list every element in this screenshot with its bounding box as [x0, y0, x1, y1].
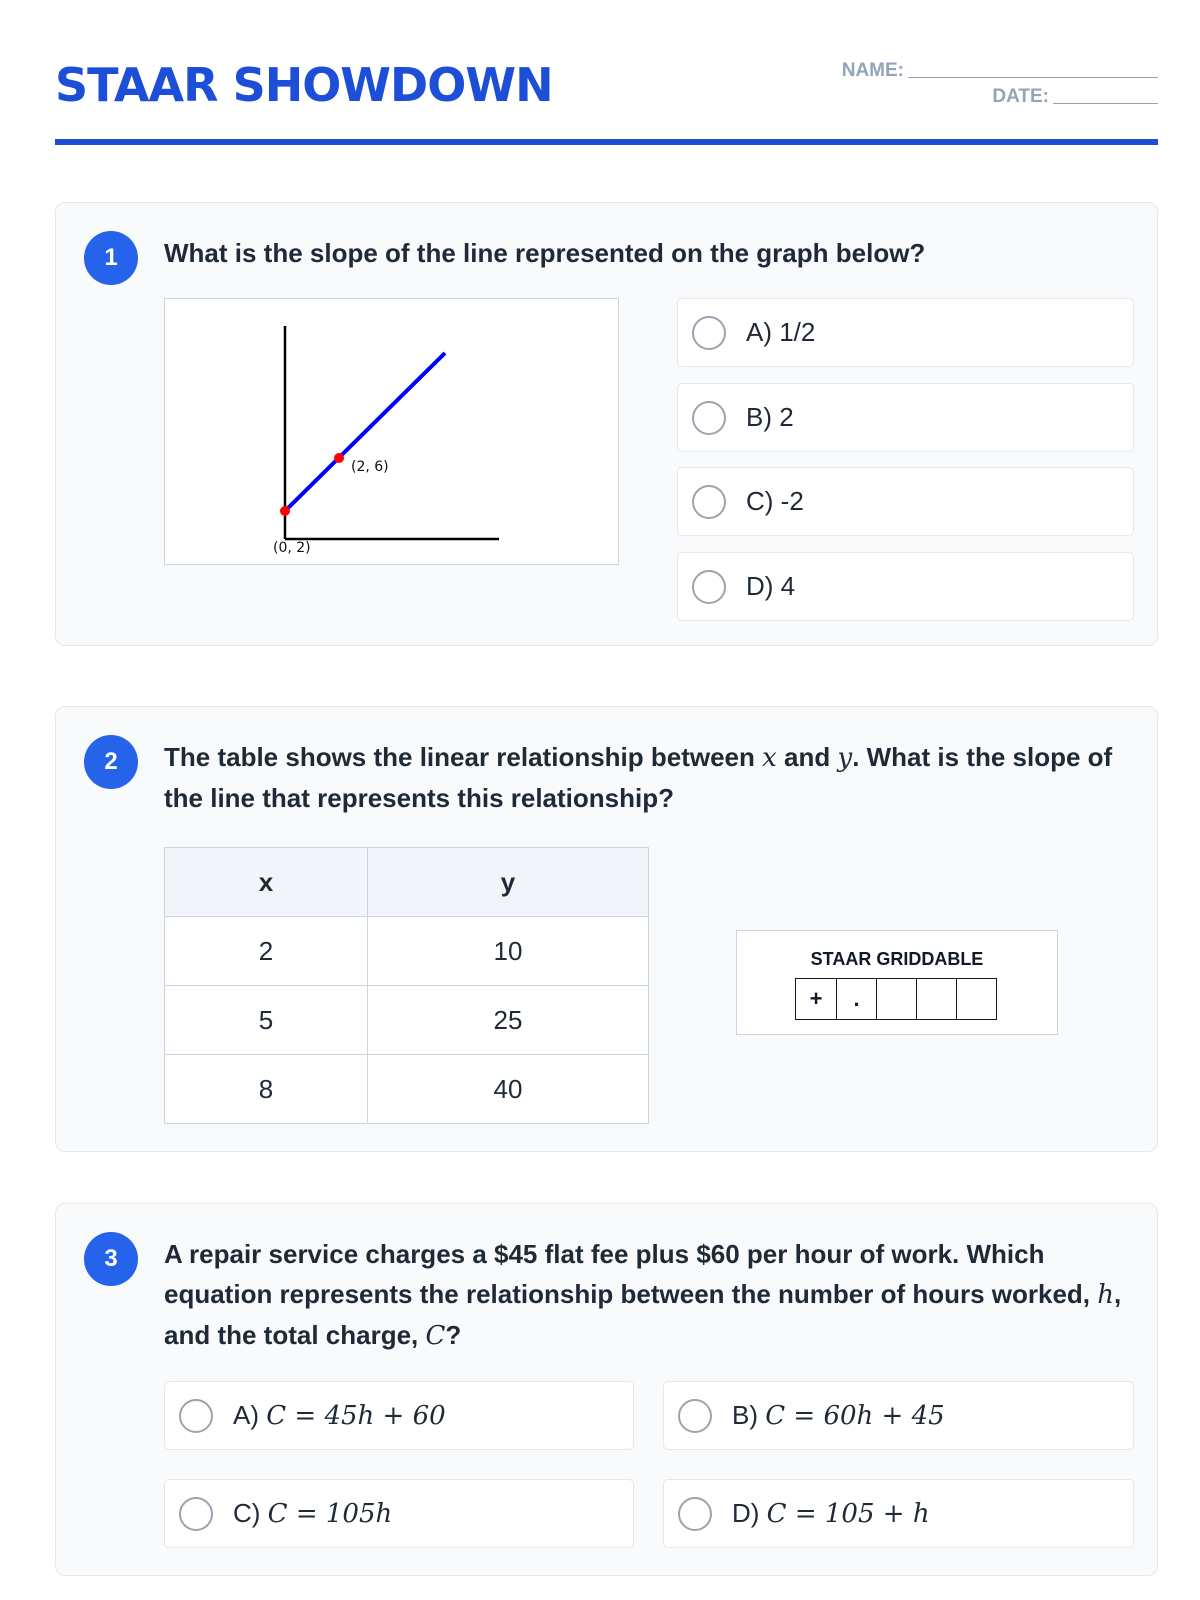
point-b-label: (2, 6) — [351, 459, 389, 475]
question-2-card — [55, 706, 1158, 1152]
question-text-part: ? — [445, 1320, 462, 1350]
q1-option-c[interactable] — [677, 467, 1134, 536]
point-b-marker — [334, 453, 344, 463]
option-equation — [765, 1401, 944, 1431]
griddable-decimal-cell[interactable]: . — [836, 979, 876, 1019]
griddable-sign-cell[interactable]: + — [809, 986, 823, 1011]
graph-line — [285, 353, 445, 511]
option-prefix: A) — [233, 1400, 267, 1430]
griddable-digit-cell[interactable] — [956, 979, 996, 1019]
radio-button[interactable] — [692, 401, 726, 435]
radio-button[interactable] — [692, 316, 726, 350]
math-variable: y — [837, 743, 853, 773]
question-number-badge: 3 — [84, 1232, 138, 1286]
header-divider — [55, 139, 1158, 145]
table-cell: 5 — [165, 986, 368, 1055]
q3-option-b[interactable] — [663, 1381, 1134, 1450]
option-label: A) 1/2 — [746, 317, 816, 347]
xy-table — [164, 847, 649, 1124]
question-text: What is the slope of the line represented on the graph below? — [164, 238, 926, 268]
math-variable: x — [762, 743, 777, 773]
name-blank[interactable] — [908, 77, 1158, 78]
equation-text: C = 45h + 60 — [266, 1401, 446, 1431]
date-blank[interactable] — [1053, 103, 1158, 104]
option-prefix: D) — [732, 1498, 767, 1528]
math-variable: h — [1097, 1280, 1115, 1310]
question-text-part: and — [776, 742, 838, 772]
table-cell: 40 — [368, 1055, 649, 1124]
graph-svg — [165, 299, 620, 566]
q3-option-c[interactable] — [164, 1479, 634, 1548]
griddable-title: STAAR GRIDDABLE — [810, 949, 984, 969]
griddable-box — [736, 930, 1058, 1035]
question-text-part: , and the total charge, — [164, 1279, 1122, 1350]
radio-button[interactable] — [179, 1399, 213, 1433]
q1-option-b[interactable] — [677, 383, 1134, 452]
option-prefix: C) — [233, 1498, 268, 1528]
worksheet-header — [55, 48, 1158, 148]
table-header-row — [165, 848, 649, 917]
option-label — [233, 1400, 446, 1431]
radio-button[interactable] — [692, 570, 726, 604]
q3-option-a[interactable] — [164, 1381, 634, 1450]
q3-option-d[interactable] — [663, 1479, 1134, 1548]
math-variable: C — [425, 1321, 446, 1351]
option-label — [732, 1498, 930, 1529]
q1-option-d[interactable] — [677, 552, 1134, 621]
question-text-part: A repair service charges a $45 flat fee plus $60 per hour of work. Which equation represents the relationship between the number of hours worked, — [164, 1239, 1098, 1309]
question-text-part: . What is the slope of the line that represents this relationship? — [164, 742, 1113, 813]
option-label — [732, 1400, 945, 1431]
option-label: D) 4 — [746, 571, 796, 601]
table-cell: 10 — [368, 917, 649, 986]
griddable-digit-cell[interactable] — [916, 979, 956, 1019]
griddable-digit-cell[interactable] — [876, 979, 916, 1019]
table-row — [165, 1055, 649, 1124]
griddable-cells — [795, 978, 997, 1020]
table-cell: 25 — [368, 986, 649, 1055]
question-1-card — [55, 202, 1158, 646]
radio-button[interactable] — [692, 485, 726, 519]
option-prefix: B) — [732, 1400, 766, 1430]
table-header: y — [368, 848, 649, 917]
question-number-badge: 1 — [84, 231, 138, 285]
table-cell: 2 — [165, 917, 368, 986]
radio-button[interactable] — [179, 1497, 213, 1531]
date-label: DATE: — [992, 86, 1049, 107]
point-a-marker — [280, 506, 290, 516]
table-row — [165, 917, 649, 986]
radio-button[interactable] — [678, 1497, 712, 1531]
equation-text: C = 105h — [267, 1499, 393, 1529]
option-label: B) 2 — [746, 402, 794, 432]
q1-option-a[interactable] — [677, 298, 1134, 367]
equation-text: C = 60h + 45 — [765, 1401, 945, 1431]
question-text — [164, 737, 1124, 818]
option-label: C) -2 — [746, 486, 804, 516]
table-row — [165, 986, 649, 1055]
option-equation — [266, 1401, 445, 1431]
radio-button[interactable] — [678, 1399, 712, 1433]
option-equation — [767, 1499, 930, 1529]
option-equation — [268, 1499, 393, 1529]
name-field[interactable] — [842, 60, 1158, 82]
option-label — [233, 1498, 392, 1529]
point-a-label: (0, 2) — [273, 540, 311, 556]
question-number-badge: 2 — [84, 735, 138, 789]
table-cell: 8 — [165, 1055, 368, 1124]
equation-text: C = 105 + h — [766, 1499, 930, 1529]
name-label: NAME: — [841, 60, 904, 81]
question-text-part: The table shows the linear relationship between — [164, 742, 763, 772]
question-text — [164, 1234, 1134, 1356]
date-field[interactable] — [992, 86, 1158, 108]
worksheet-title: STAAR SHOWDOWN — [55, 58, 553, 112]
question-3-card — [55, 1203, 1158, 1576]
table-header: x — [165, 848, 368, 917]
slope-graph — [164, 298, 619, 565]
